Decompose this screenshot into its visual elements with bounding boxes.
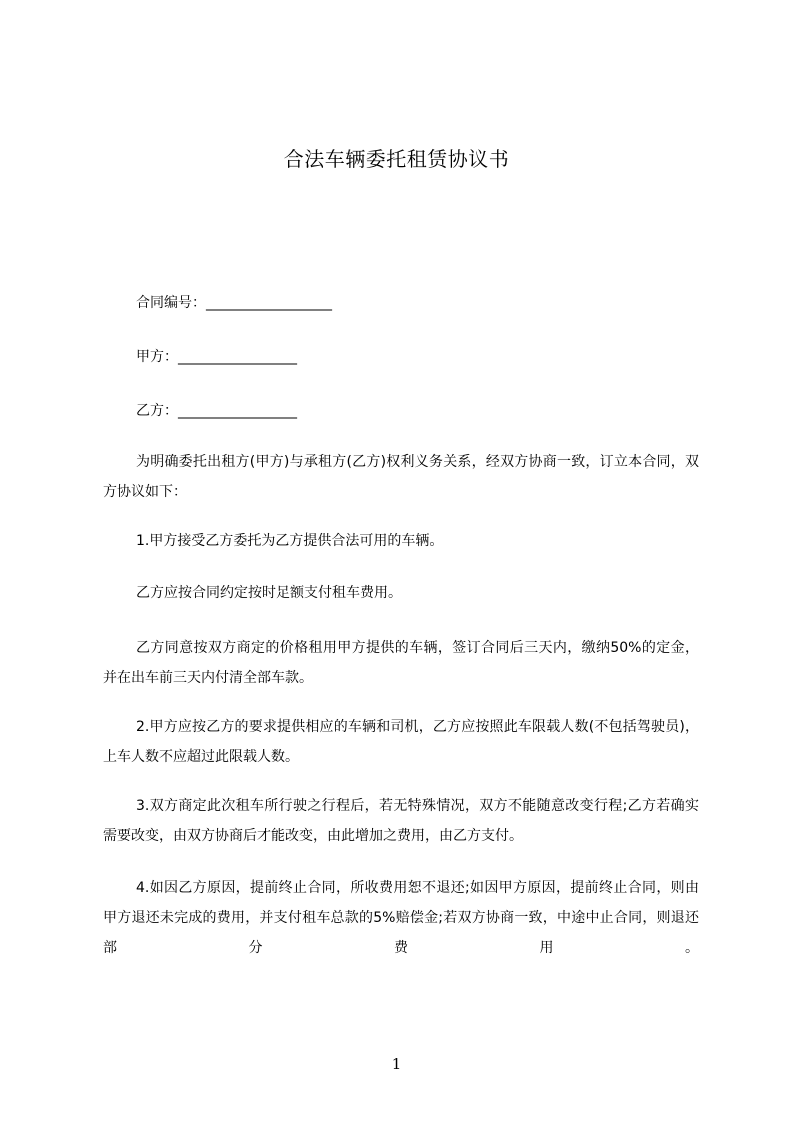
party-a-field: 甲方：_________________ xyxy=(136,349,297,365)
clause-1: 1.甲方接受乙方委托为乙方提供合法可用的车辆。 xyxy=(136,533,444,549)
contract-number-field: 合同编号：__________________ xyxy=(136,295,332,311)
intro-paragraph: 为明确委托出租方(甲方)与承租方(乙方)权利义务关系，经双方协商一致，订立本合同，双方协议如下： xyxy=(103,454,699,500)
clause-1-payment: 乙方应按合同约定按时足额支付租车费用。 xyxy=(136,585,402,601)
document-title: 合法车辆委托租赁协议书 xyxy=(283,147,510,171)
page-number: 1 xyxy=(391,1055,402,1073)
clause-4: 4.如因乙方原因，提前终止合同，所收费用恕不退还;如因甲方原因，提前终止合同，则由甲方退还未完成的费用，并支付租车总款的5%赔偿金;若双方协商一致，中途中止合同，则退还部分费用。 xyxy=(103,880,699,956)
clause-3: 3.双方商定此次租车所行驶之行程后，若无特殊情况，双方不能随意改变行程;乙方若确实需要改变，由双方协商后才能改变，由此增加之费用，由乙方支付。 xyxy=(103,798,699,844)
clause-1-deposit: 乙方同意按双方商定的价格租用甲方提供的车辆，签订合同后三天内，缴纳50%的定金，并在出车前三天内付清全部车款。 xyxy=(103,640,699,686)
clause-2: 2.甲方应按乙方的要求提供相应的车辆和司机，乙方应按照此车限载人数(不包括驾驶员)，上车人数不应超过此限载人数。 xyxy=(103,719,699,765)
party-b-field: 乙方：_________________ xyxy=(136,403,297,419)
